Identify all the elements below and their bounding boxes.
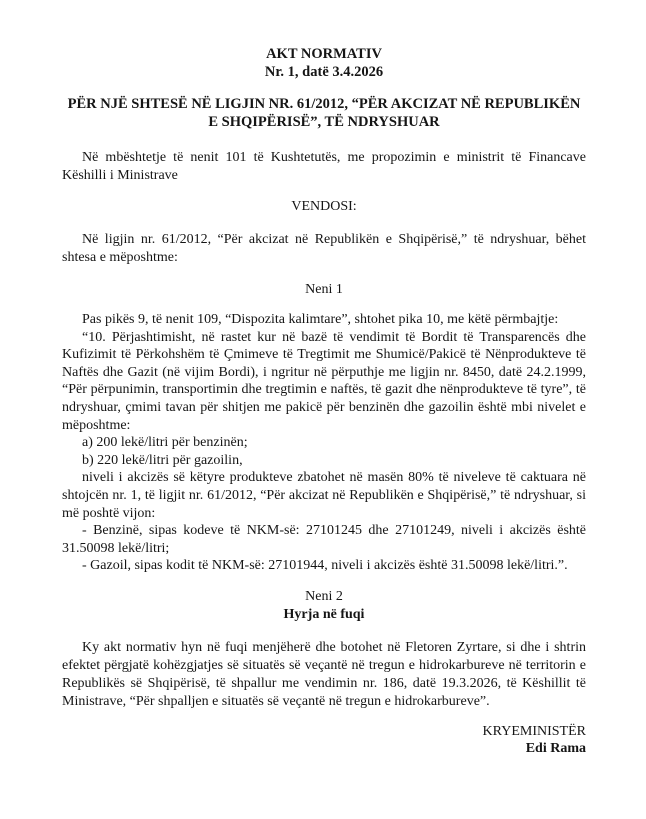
signatory-name: Edi Rama (525, 740, 586, 756)
act-number-date: Nr. 1, datë 3.4.2026 (264, 64, 384, 80)
article-1-item-b: b) 220 lekë/litri për gazoilin, (82, 452, 243, 468)
enacting-formula: VENDOSI: (291, 199, 357, 214)
article-1-body (62, 311, 586, 575)
article-1-item-benzine: - Benzinë, sipas kodeve të NKM-së: 27101245 dhe 27101249, niveli i akcizës është 31.50098 lekë/litri; (62, 523, 586, 556)
preamble-paragraph: Në mbështetje të nenit 101 të Kushtetutës, me propozimin e ministrit të Financave Këshilli i Ministrave (62, 150, 586, 183)
signature-block (62, 723, 586, 757)
article-1-paragraph: “10. Përjashtimisht, në rastet kur në bazë të vendimit të Bordit të Transparencës dhe Kufizimit të Përkohshëm të Çmimeve të Tregtimit me Shumicë/Pakicë të Nënprodukteve të Naftës dhe Gazit (në vijim Bordi), i ngritur në përputhje me ligjin nr. 8450, datë 24.2.1999, “Për përpunimin, transportimin dhe tregtimin e naftës, të gazit dhe nënprodukteve të tyre”, të ndryshuar, çmimi tavan për shitjen me pakicë për benzinën dhe gazoilin është mbi nivelet e mëposhtme: (62, 329, 586, 433)
act-kind-heading: AKT NORMATIV (266, 46, 382, 62)
article-2-subheading: Hyrja në fuqi (283, 606, 365, 622)
article-1-paragraph: niveli i akcizës së këtyre produkteve zbatohet në masën 80% të niveleve të caktuara në shtojcën nr. 1, të ligjit nr. 61/2012, “Për akcizat në Republikën e Shqipërisë,” të ndryshuar, si më poshtë vijon: (62, 470, 586, 521)
article-2-paragraph: Ky akt normativ hyn në fuqi menjëherë dhe botohet në Fletoren Zyrtare, si dhe i shtrin efektet përgjatë kohëzgjatjes së situatës së veçantë në tregun e hidrokarbureve në territorin e Republikës së Shqipërisë, të shpallur me vendimin nr. 186, datë 19.3.2026, të Këshillit të Ministrave, “Për shpalljen e situatës së veçantë në tregun e hidrokarbureve”. (62, 639, 586, 709)
article-2-heading: Neni 2 (305, 588, 343, 604)
article-1-item-a: a) 200 lekë/litri për benzinën; (82, 435, 248, 451)
signatory-title: KRYEMINISTËR (482, 723, 586, 739)
intro-paragraph: Në ligjin nr. 61/2012, “Për akcizat në Republikën e Shqipërisë,” të ndryshuar, bëhet shtesa e mëposhtme: (62, 232, 586, 265)
act-title: PËR NJË SHTESË NË LIGJIN NR. 61/2012, “PËR AKCIZAT NË REPUBLIKËN E SHQIPËRISË”, TË NDRYSHUAR (67, 96, 581, 130)
article-1-heading: Neni 1 (305, 282, 343, 297)
article-1-paragraph: Pas pikës 9, të nenit 109, “Dispozita kalimtare”, shtohet pika 10, me këtë përmbajtje: (82, 312, 559, 327)
article-1-item-gazoil: - Gazoil, sipas kodit të NKM-së: 27101944, niveli i akcizës është 31.50098 lekë/litri.”. (82, 558, 568, 574)
